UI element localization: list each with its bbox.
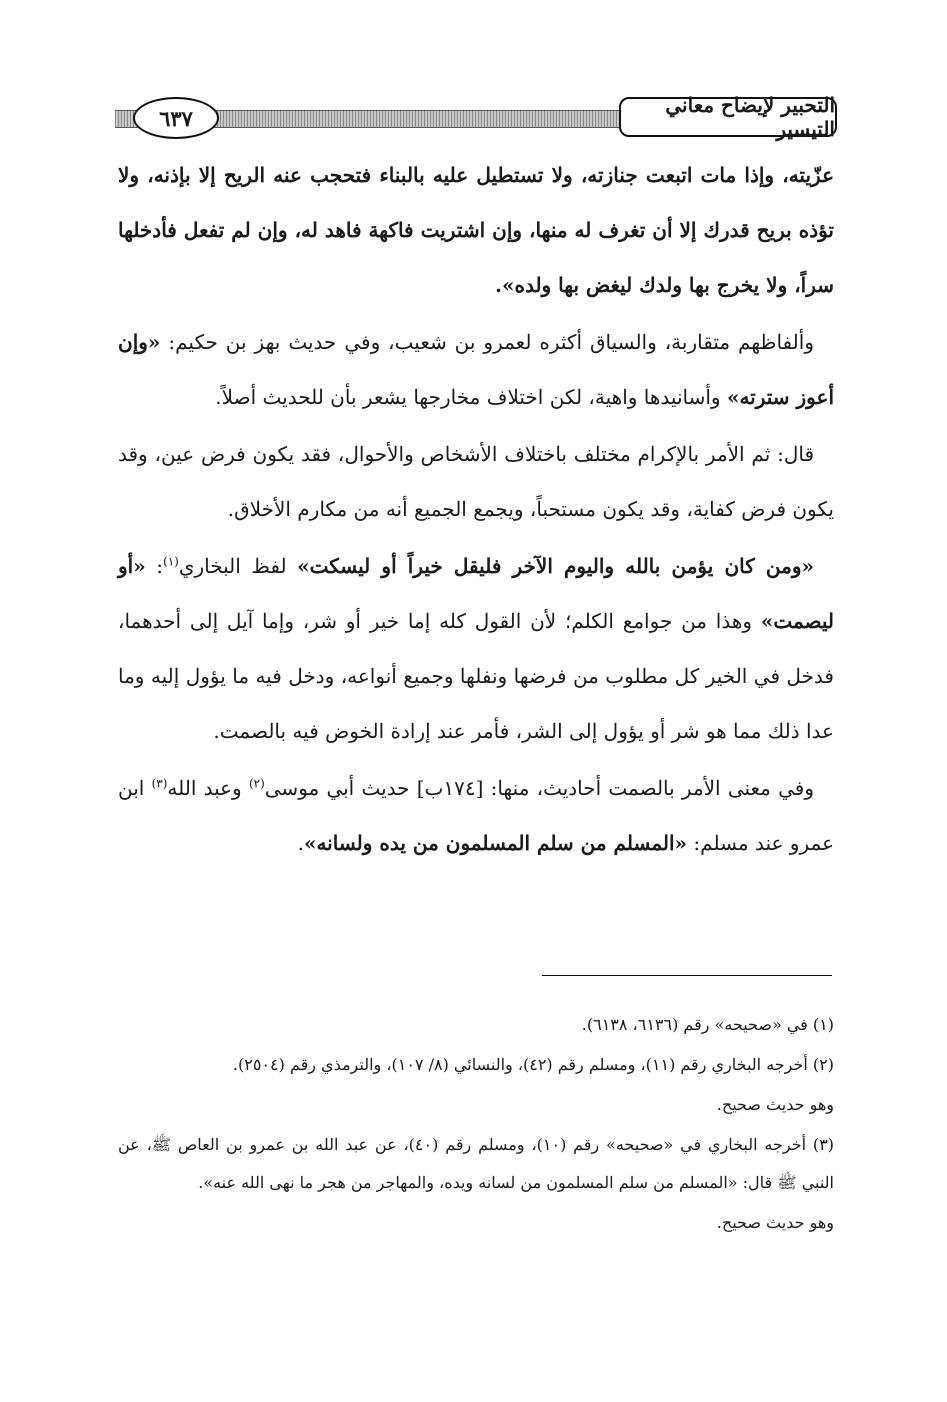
footnotes — [118, 1006, 834, 1244]
main-text — [118, 148, 834, 873]
p2-text-c: وأسانيدها واهية، لكن اختلاف مخارجها يشعر بأن للحديث أصلاً. — [215, 385, 727, 409]
p5-text-c: ابن عمرو عند مسلم: — [118, 776, 834, 855]
p2-text-a: وألفاظهم متقاربة، والسياق أكثره لعمرو بن شعيب، وفي حديث بهز بن حكيم: — [160, 330, 814, 354]
p4-quote-2: «أو ليصمت» — [118, 554, 834, 633]
footnote-ref-1[interactable]: (١) — [163, 554, 179, 569]
p5-hadith-quote: «المسلم من سلم المسلمون من يده ولسانه» — [303, 831, 688, 855]
page-number: ٦٣٧ — [133, 97, 219, 139]
p2-quote: «وإن أعوز سترته» — [118, 330, 834, 409]
paragraph-speak-good — [118, 539, 834, 759]
p5-text-e: . — [297, 831, 304, 855]
paragraph-ikram-ruling: قال: ثم الأمر بالإكرام مختلف باختلاف الأشخاص والأحوال، فقد يكون فرض عين، وقد يكون فرض كفاية، وقد يكون مستحباً، ويجمع الجميع أنه من مكارم الأخلاق. — [118, 442, 834, 521]
p5-text-a: وفي معنى الأمر بالصمت أحاديث، منها: [١٧٤ب] حديث أبي موسى — [264, 776, 814, 800]
p4-hadith-quote: «ومن كان يؤمن بالله واليوم الآخر فليقل خيراً أو ليسكت» — [297, 554, 814, 578]
p4-text-b: لفظ البخاري — [178, 554, 298, 578]
footnote-2: (٢) أخرجه البخاري رقم (١١)، ومسلم رقم (٤٢)، والنسائي (٨/ ١٠٧)، والترمذي رقم (٢٥٠٤). — [232, 1055, 834, 1074]
p4-colon: : — [145, 554, 163, 578]
paragraph-silence-hadiths — [118, 761, 834, 871]
footnote-3: (٣) أخرجه البخاري في «صحيحه» رقم (١٠)، ومسلم رقم (٤٠)، عن عبد الله بن عمرو بن العاص ﷺ، عن النبي ﷺ قال: «المسلم من سلم المسلمون من لسانه ويده، والمهاجر من هجر ما نهى الله عنه». — [118, 1135, 835, 1192]
footnote-separator — [542, 975, 832, 976]
p4-text-e: وهذا من جوامع الكلم؛ لأن القول كله إما خير أو شر، وإما آيل إلى أحدهما، فدخل في الخير كل مطلوب من فرضها ونفلها وجميع أنواعه، ودخل فيه ما يؤول إليه وما عدا ذلك مما هو شر أو يؤول إلى الشر، فأمر عند إرادة الخوض فيه بالصمت. — [118, 609, 834, 743]
footnote-ref-2[interactable]: (٢) — [248, 776, 265, 791]
book-title: التحبير لإيضاح معاني التيسير — [619, 97, 837, 137]
paragraph-isnad-note — [118, 315, 834, 425]
footnote-1: (١) في «صحيحه» رقم (٦١٣٦، ٦١٣٨). — [581, 1015, 834, 1034]
p5-text-b: وعبد الله — [167, 776, 249, 800]
footnote-ref-3[interactable]: (٣) — [151, 776, 168, 791]
running-header — [115, 93, 837, 142]
footnote-2-status: وهو حديث صحيح. — [716, 1095, 834, 1114]
paragraph-hadith-continuation: عزّيته، وإذا مات اتبعت جنازته، ولا تستطيل عليه بالبناء فتحجب عنه الريح إلا بإذنه، ولا تؤذه بريح قدرك إلا أن تغرف له منها، وإن اشتريت فاكهة فاهد له، وإن لم تفعل فأدخلها سراً، ولا يخرج بها ولدك ليغض بها ولده». — [118, 163, 834, 297]
footnote-3-status: وهو حديث صحيح. — [716, 1213, 834, 1232]
